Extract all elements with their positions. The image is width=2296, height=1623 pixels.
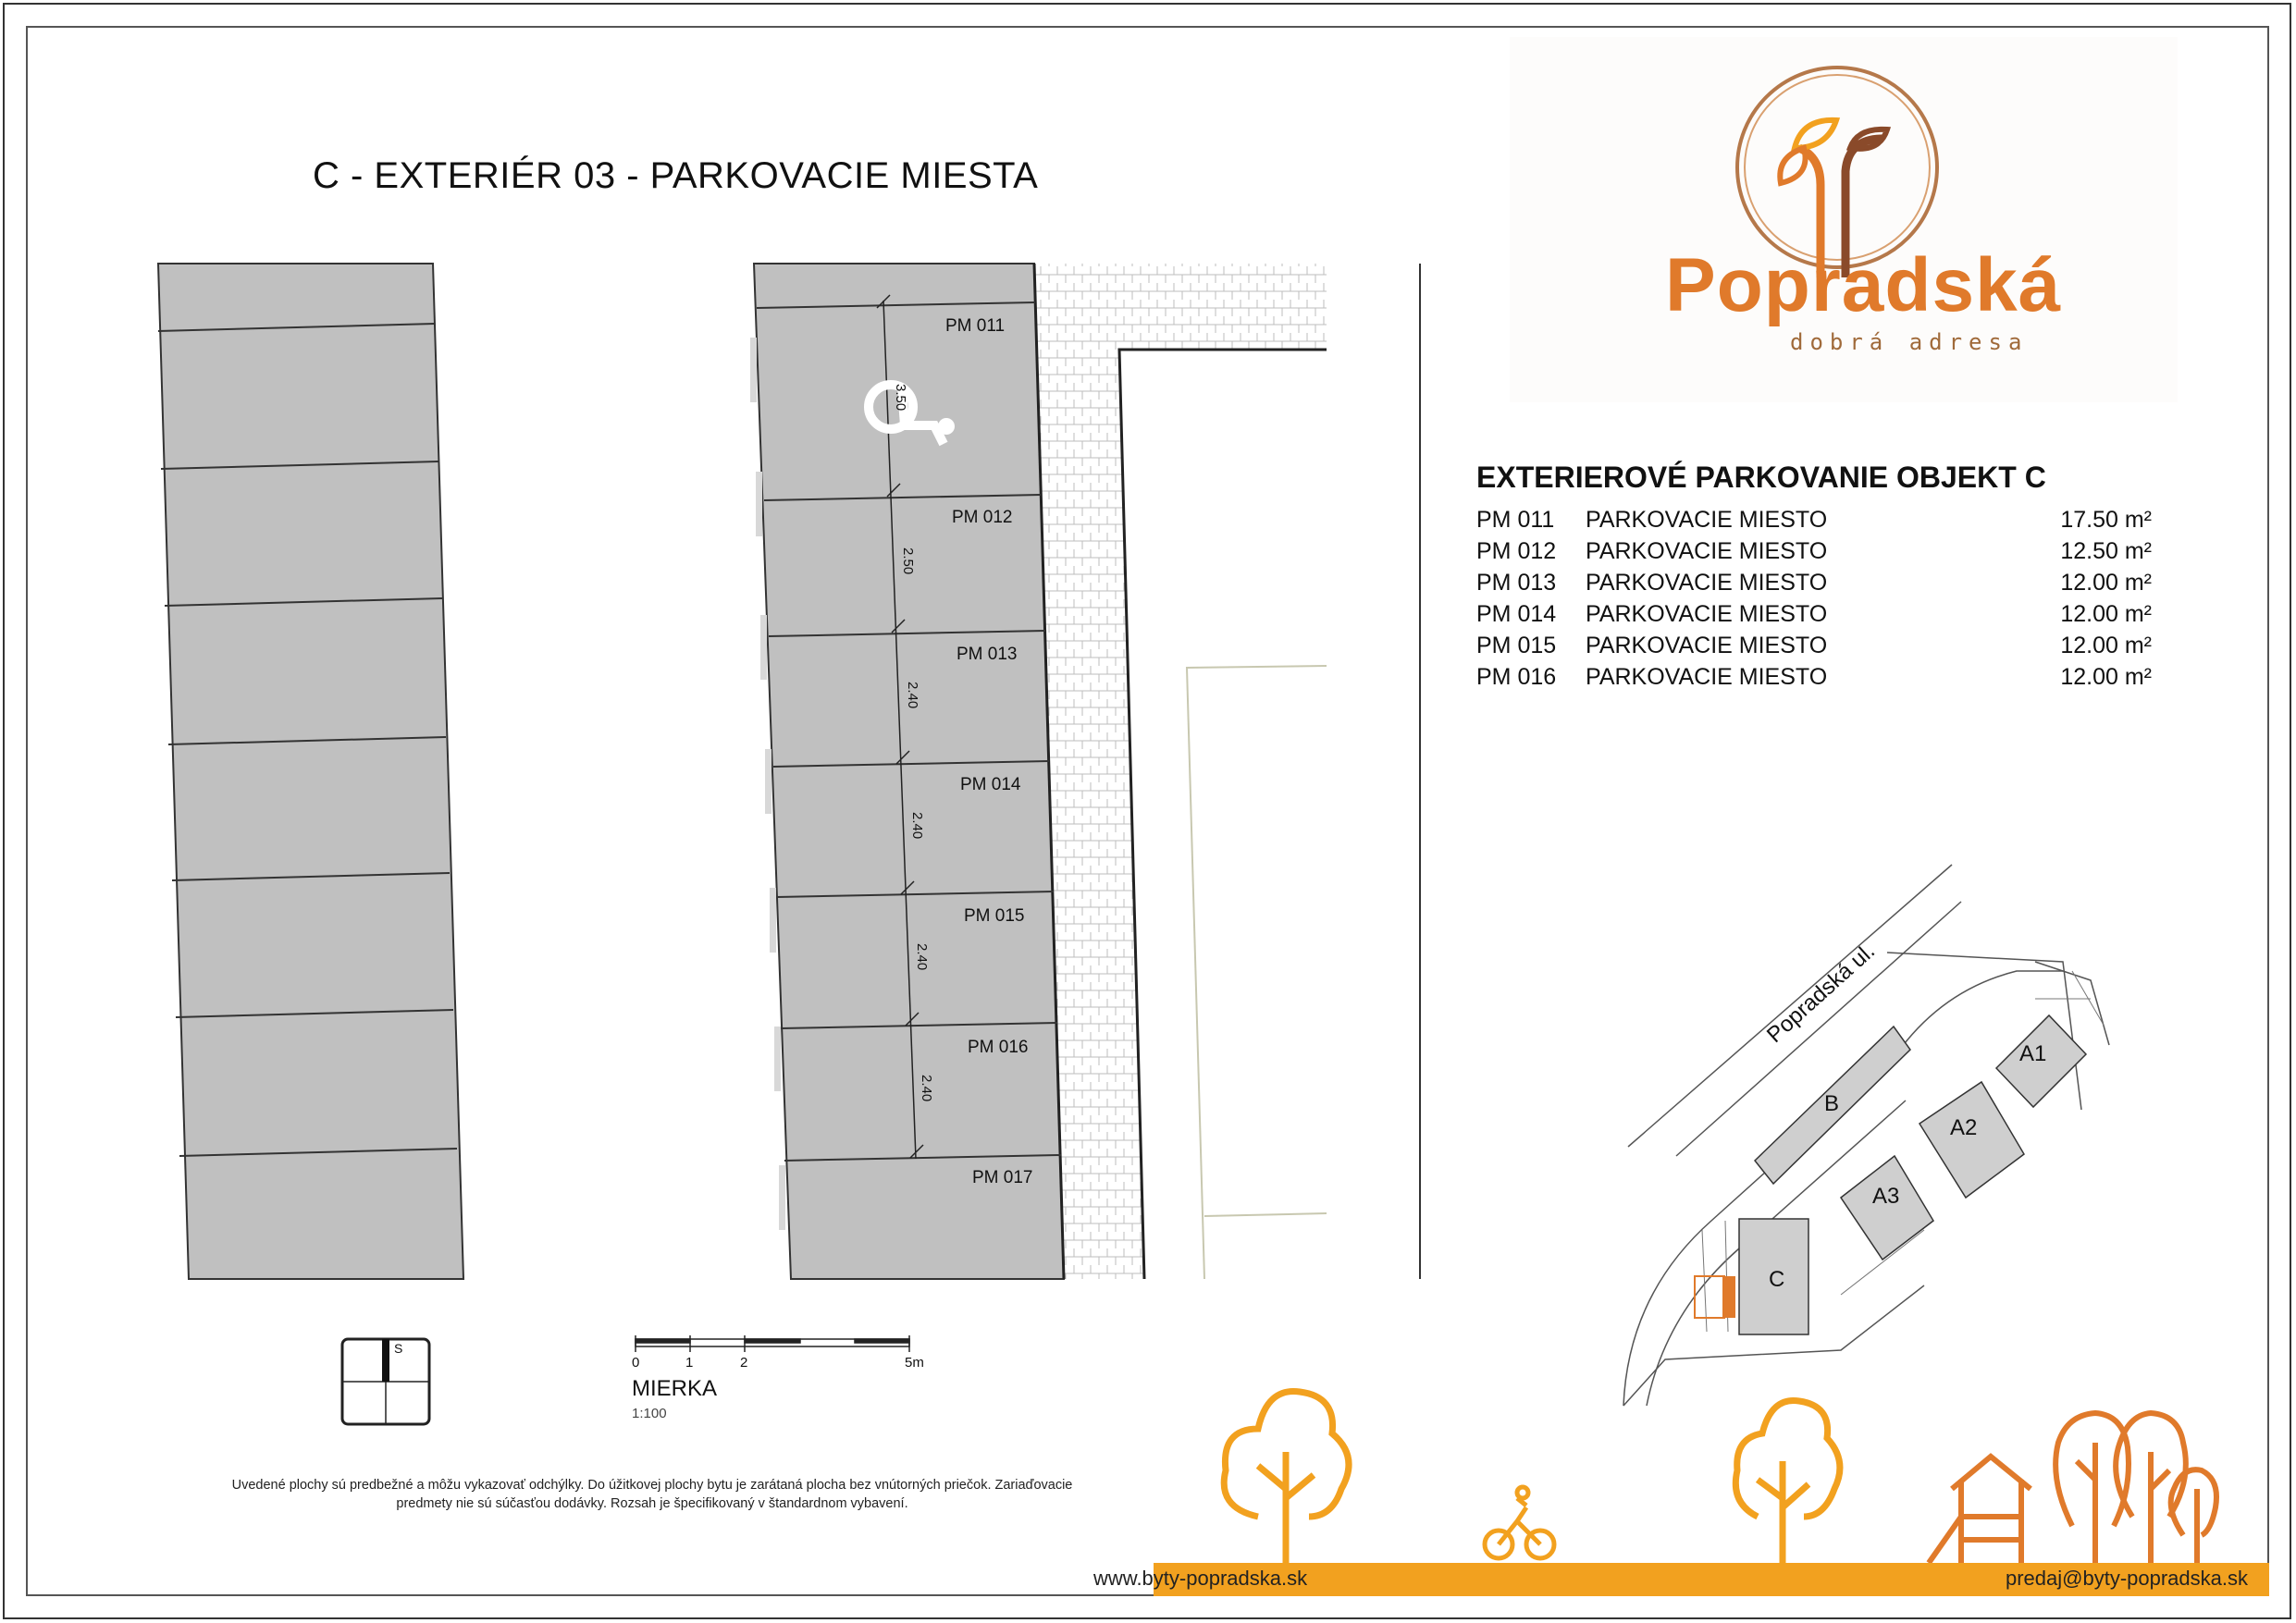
spot-type: PARKOVACIE MIESTO	[1586, 538, 1828, 564]
spot-label: PM 017	[972, 1168, 1033, 1187]
website-link[interactable]: www.byty-popradska.sk	[1093, 1567, 1308, 1590]
spot-id: PM 011	[1476, 507, 1555, 533]
scale-bar	[636, 1335, 909, 1352]
dimension-label: 2.40	[919, 1075, 934, 1102]
building-label: A3	[1872, 1184, 1900, 1209]
spot-label: PM 014	[960, 775, 1021, 794]
building-label: A1	[2019, 1041, 2047, 1066]
spot-id: PM 013	[1476, 570, 1557, 596]
right-parking-strip	[750, 264, 1064, 1279]
building-label: A2	[1950, 1115, 1978, 1140]
spot-id: PM 012	[1476, 538, 1557, 564]
scale-tick: 5m	[905, 1355, 924, 1371]
spot-area: 17.50 m²	[2060, 507, 2152, 533]
spot-label: PM 016	[968, 1038, 1029, 1057]
left-parking-strip	[158, 264, 463, 1279]
parking-table-heading: EXTERIEROVÉ PARKOVANIE OBJEKT C	[1476, 461, 2046, 494]
trees-icon	[2055, 1413, 2216, 1563]
dimension-label: 3.50	[893, 384, 908, 412]
spot-type: PARKOVACIE MIESTO	[1586, 570, 1828, 596]
table-row	[1476, 664, 2152, 695]
spot-label: PM 011	[945, 316, 1006, 336]
spot-label: PM 012	[952, 508, 1013, 527]
dimension-label: 2.40	[905, 682, 920, 709]
logo-wordmark: Popradská	[1665, 243, 2062, 327]
spot-area: 12.50 m²	[2060, 538, 2152, 564]
spot-id: PM 016	[1476, 664, 1557, 690]
spot-area: 12.00 m²	[2060, 633, 2152, 658]
scale-ratio: 1:100	[632, 1406, 667, 1421]
street-label: Popradská ul.	[1762, 938, 1881, 1049]
table-row	[1476, 538, 2152, 570]
dimension-label: 2.40	[909, 812, 925, 840]
spot-area: 12.00 m²	[2060, 601, 2152, 627]
spot-type: PARKOVACIE MIESTO	[1586, 507, 1828, 533]
spot-id: PM 014	[1476, 601, 1557, 627]
disclaimer-note: Uvedené plochy sú predbežné a môžu vykazovať odchýlky. Do úžitkovej plochy bytu je zarátaná plocha bez vnútorných priečok. Zariaďovacie predmety nie sú súčasťou dodávky. Rozsah je špecifikovaný v štandardnom vybavení.	[231, 1478, 1073, 1511]
building-label: B	[1824, 1091, 1840, 1116]
spot-label: PM 013	[957, 645, 1018, 664]
playground-icon	[1929, 1457, 2031, 1563]
tree-icon	[1735, 1400, 1840, 1563]
building-label: C	[1769, 1267, 1785, 1292]
email-link[interactable]: predaj@byty-popradska.sk	[2005, 1567, 2248, 1590]
table-row	[1476, 601, 2152, 633]
scale-label: MIERKA	[632, 1376, 718, 1401]
table-row	[1476, 633, 2152, 664]
table-row	[1476, 570, 2152, 601]
logo-tagline: dobrá adresa	[1790, 329, 2029, 355]
dimension-label: 2.40	[914, 943, 930, 971]
spot-label: PM 015	[964, 906, 1025, 926]
compass-icon	[342, 1339, 429, 1424]
tree-icon	[1224, 1392, 1349, 1564]
scale-tick: 0	[632, 1355, 640, 1371]
spot-area: 12.00 m²	[2060, 664, 2152, 690]
table-row	[1476, 507, 2152, 538]
spot-type: PARKOVACIE MIESTO	[1586, 664, 1828, 690]
spot-type: PARKOVACIE MIESTO	[1586, 601, 1828, 627]
parking-table	[1476, 507, 2152, 695]
cyclist-icon	[1485, 1487, 1554, 1558]
scale-tick: 2	[740, 1355, 748, 1371]
spot-area: 12.00 m²	[2060, 570, 2152, 596]
spot-id: PM 015	[1476, 633, 1557, 658]
dimension-label: 2.50	[900, 547, 916, 575]
scale-tick: 1	[685, 1355, 694, 1371]
compass-label: S	[394, 1341, 403, 1356]
spot-type: PARKOVACIE MIESTO	[1586, 633, 1828, 658]
page-title: C - EXTERIÉR 03 - PARKOVACIE MIESTA	[313, 155, 1039, 196]
